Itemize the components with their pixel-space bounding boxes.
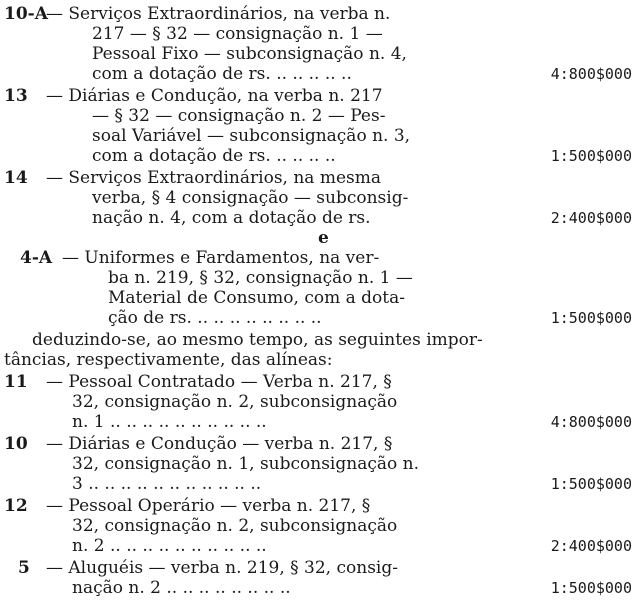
paragraph-line-1 bbox=[0, 330, 638, 350]
item-number: 10-A bbox=[4, 4, 48, 24]
item-text: — Aluguéis — verba n. 219, § 32, consig- bbox=[46, 558, 398, 578]
item-4a-line-3 bbox=[0, 288, 638, 308]
item-number: 4-A bbox=[20, 248, 53, 268]
item-number: 14 bbox=[4, 168, 28, 188]
item-text: 32, consignação n. 2, subconsignação bbox=[72, 392, 398, 412]
item-text: 32, consignação n. 2, subconsignação bbox=[72, 516, 398, 536]
item-13-line-3 bbox=[0, 126, 638, 146]
item-text: — Serviços Extraordinários, na verba n. bbox=[46, 4, 391, 24]
item-10-line-3 bbox=[0, 474, 638, 494]
item-10a-line-4 bbox=[0, 64, 638, 84]
item-number: 13 bbox=[4, 86, 28, 106]
item-12-line-1 bbox=[0, 496, 638, 516]
item-text: n. 1 .. .. .. .. .. .. .. .. .. .. bbox=[72, 412, 267, 432]
conjunction-line bbox=[0, 228, 638, 248]
item-14-line-1 bbox=[0, 168, 638, 188]
item-text: 3 .. .. .. .. .. .. .. .. .. .. .. bbox=[72, 474, 262, 494]
item-11-line-1 bbox=[0, 372, 638, 392]
item-11-line-3 bbox=[0, 412, 638, 432]
item-number: 11 bbox=[4, 372, 28, 392]
item-10-line-2 bbox=[0, 454, 638, 474]
item-text: ção de rs. .. .. .. .. .. .. .. .. bbox=[108, 308, 322, 328]
item-text: n. 2 .. .. .. .. .. .. .. .. .. .. bbox=[72, 536, 267, 556]
item-number: 12 bbox=[4, 496, 28, 516]
item-text: — Serviços Extraordinários, na mesma bbox=[46, 168, 381, 188]
amount: 1:500$000 bbox=[550, 309, 632, 327]
item-5-line-2 bbox=[0, 578, 638, 598]
item-14-line-3 bbox=[0, 208, 638, 228]
item-text: soal Variável — subconsignação n. 3, bbox=[92, 126, 411, 146]
amount: 1:500$000 bbox=[550, 475, 632, 493]
item-10a-line-3 bbox=[0, 44, 638, 64]
item-13-line-2 bbox=[0, 106, 638, 126]
item-11-line-2 bbox=[0, 392, 638, 412]
item-13-line-1 bbox=[0, 86, 638, 106]
item-text: Pessoal Fixo — subconsignação n. 4, bbox=[92, 44, 407, 64]
amount: 2:400$000 bbox=[550, 537, 632, 555]
amount: 4:800$000 bbox=[550, 413, 632, 431]
item-number: 10 bbox=[4, 434, 28, 454]
paragraph-line-2 bbox=[0, 350, 638, 370]
item-text: 217 — § 32 — consignação n. 1 — bbox=[92, 24, 383, 44]
item-text: — § 32 — consignação n. 2 — Pes- bbox=[92, 106, 386, 126]
item-text: nação n. 4, com a dotação de rs. bbox=[92, 208, 371, 228]
item-text: Material de Consumo, com a dota- bbox=[108, 288, 405, 308]
item-text: nação n. 2 .. .. .. .. .. .. .. .. bbox=[72, 578, 291, 598]
amount: 4:800$000 bbox=[550, 65, 632, 83]
item-text: 32, consignação n. 1, subconsignação n. bbox=[72, 454, 419, 474]
item-text: verba, § 4 consignação — subconsig- bbox=[92, 188, 409, 208]
amount: 1:500$000 bbox=[550, 579, 632, 597]
conjunction: e bbox=[318, 228, 329, 248]
item-12-line-2 bbox=[0, 516, 638, 536]
item-number: 5 bbox=[18, 558, 30, 578]
item-text: ba n. 219, § 32, consignação n. 1 — bbox=[108, 268, 413, 288]
item-14-line-2 bbox=[0, 188, 638, 208]
item-12-line-3 bbox=[0, 536, 638, 556]
item-10a-line-2 bbox=[0, 24, 638, 44]
amount: 1:500$000 bbox=[550, 147, 632, 165]
item-4a-line-2 bbox=[0, 268, 638, 288]
item-text: — Pessoal Operário — verba n. 217, § bbox=[46, 496, 371, 516]
item-13-line-4 bbox=[0, 146, 638, 166]
item-4a-line-1 bbox=[0, 248, 638, 268]
item-text: — Diárias e Condução, na verba n. 217 bbox=[46, 86, 383, 106]
item-text: — Uniformes e Fardamentos, na ver- bbox=[62, 248, 380, 268]
paragraph-text: tâncias, respectivamente, das alíneas: bbox=[4, 350, 333, 370]
item-text: — Diárias e Condução — verba n. 217, § bbox=[46, 434, 393, 454]
item-text: com a dotação de rs. .. .. .. .. bbox=[92, 146, 336, 166]
item-4a-line-4 bbox=[0, 308, 638, 328]
item-5-line-1 bbox=[0, 558, 638, 578]
item-text: — Pessoal Contratado — Verba n. 217, § bbox=[46, 372, 392, 392]
paragraph-text: deduzindo-se, ao mesmo tempo, as seguintes impor- bbox=[32, 330, 483, 350]
amount: 2:400$000 bbox=[550, 209, 632, 227]
item-10-line-1 bbox=[0, 434, 638, 454]
item-10a-line-1 bbox=[0, 4, 638, 24]
item-text: com a dotação de rs. .. .. .. .. .. bbox=[92, 64, 352, 84]
